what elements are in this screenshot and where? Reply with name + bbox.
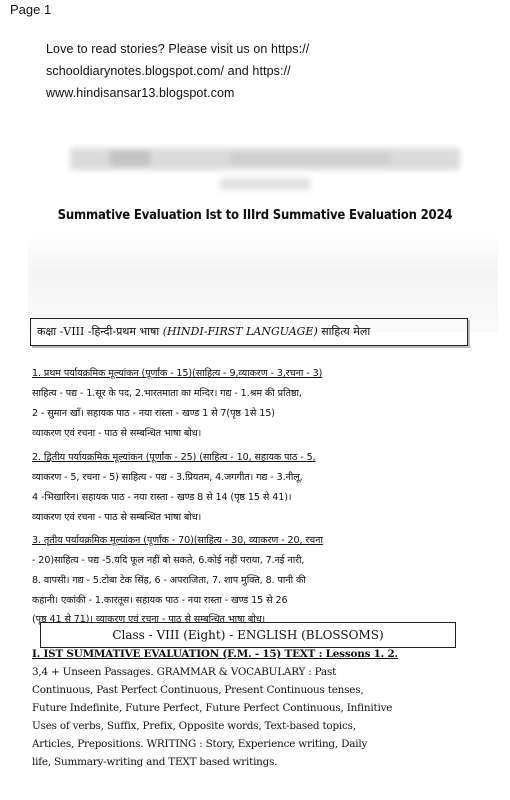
hindi-line: (पृष्ठ 41 से 71)। व्याकरण एवं रचना - पाठ से सम्बन्धित भाषा बोध। xyxy=(32,614,266,625)
english-line: 3,4 + Unseen Passages. GRAMMAR & VOCABULARY : Past xyxy=(32,666,337,678)
hindi-section-2-title: 2. द्वितीय पर्यायक्रमिक मूल्यांकन (पूर्णांक - 25) (साहित्य - 10, सहायक पाठ - 5, xyxy=(32,452,316,463)
intro-line-3: www.hindisansar13.blogspot.com xyxy=(46,86,235,100)
hindi-box-prefix: कक्षा -VIII -हिन्दी-प्रथम भाषा xyxy=(37,325,163,338)
hindi-line: - 20)साहित्य - पद्य -5.यदि फूल नहीं बो सकते, 6.कोई नहीं पराया, 7.नई नारी, xyxy=(32,555,305,566)
english-class-box: Class - VIII (Eight) - ENGLISH (BLOSSOMS) xyxy=(40,622,456,648)
hindi-class-box xyxy=(30,318,468,346)
hindi-line: व्याकरण एवं रचना - पाठ से सम्बन्धित भाषा बोध। xyxy=(32,512,202,523)
hindi-section-1-title: 1. प्रथम पर्यायक्रमिक मूल्यांकन (पूर्णांक - 15)(साहित्य - 9,व्याकरण - 3,रचना - 3) xyxy=(32,368,323,379)
english-line: Articles, Prepositions. WRITING : Story, Experience writing, Daily xyxy=(32,738,368,750)
hindi-line: व्याकरण एवं रचना - पाठ से सम्बन्धित भाषा बोध। xyxy=(32,428,202,439)
document-heading: Summative Evaluation Ist to IIIrd Summative Evaluation 2024 xyxy=(57,208,453,223)
english-line: Continuous, Past Perfect Continuous, Present Continuous tenses, xyxy=(32,684,364,696)
hindi-line: 4 -भिखारिन। सहायक पाठ - नया रास्ता - खण्ड 8 से 14 (पृष्ठ 15 से 41)। xyxy=(32,492,292,503)
hindi-line: 8. वापसी। गद्य - 5.टोबा टेक सिंह, 6 - अपराजिता, 7. शाप मुक्ति, 8. पानी की xyxy=(32,575,306,586)
faded-scan-artifact xyxy=(70,140,460,200)
hindi-section-3-title: 3. तृतीय पर्यायक्रमिक मूल्यांकन (पूर्णांक - 70)(साहित्य - 30, व्याकरण - 20, रचना xyxy=(32,535,323,546)
hindi-box-suffix: साहित्य मेला xyxy=(317,325,371,338)
scan-shading xyxy=(28,232,498,332)
page-number: Page 1 xyxy=(10,2,52,17)
intro-line-2: schooldiarynotes.blogspot.com/ and https:// xyxy=(46,64,291,78)
hindi-line: 2 - सुमान खाँ। सहायक पाठ - नया रास्ता - खण्ड 1 से 7(पृष्ठ 1से 15) xyxy=(32,408,275,419)
english-line: Uses of verbs, Suffix, Prefix, Opposite words, Text-based topics, xyxy=(32,720,356,732)
english-line: Future Indefinite, Future Perfect, Future Perfect Continuous, Infinitive xyxy=(32,702,393,714)
intro-line-1: Love to read stories? Please visit us on https:// xyxy=(46,42,310,56)
hindi-line: साहित्य - पद्य - 1.सूर के पद, 2.भारतमाता का मन्दिर। गद्य - 1.श्रम की प्रतिष्ठा, xyxy=(32,388,302,399)
hindi-line: कहानी। एकांकी - 1.कारतूस। सहायक पाठ - नया रास्ता - खण्ड 15 से 26 xyxy=(32,595,288,606)
hindi-box-italic: (HINDI-FIRST LANGUAGE) xyxy=(162,325,318,338)
english-section-1-title: I. IST SUMMATIVE EVALUATION (F.M. - 15) TEXT : Lessons 1. 2. xyxy=(32,648,398,660)
hindi-line: व्याकरण - 5, रचना - 5) साहित्य - पद्य - 3.प्रियतम, 4.जगगीत। गद्य - 3.नीलू, xyxy=(32,472,303,483)
english-line: life, Summary-writing and TEXT based writings. xyxy=(32,756,278,768)
